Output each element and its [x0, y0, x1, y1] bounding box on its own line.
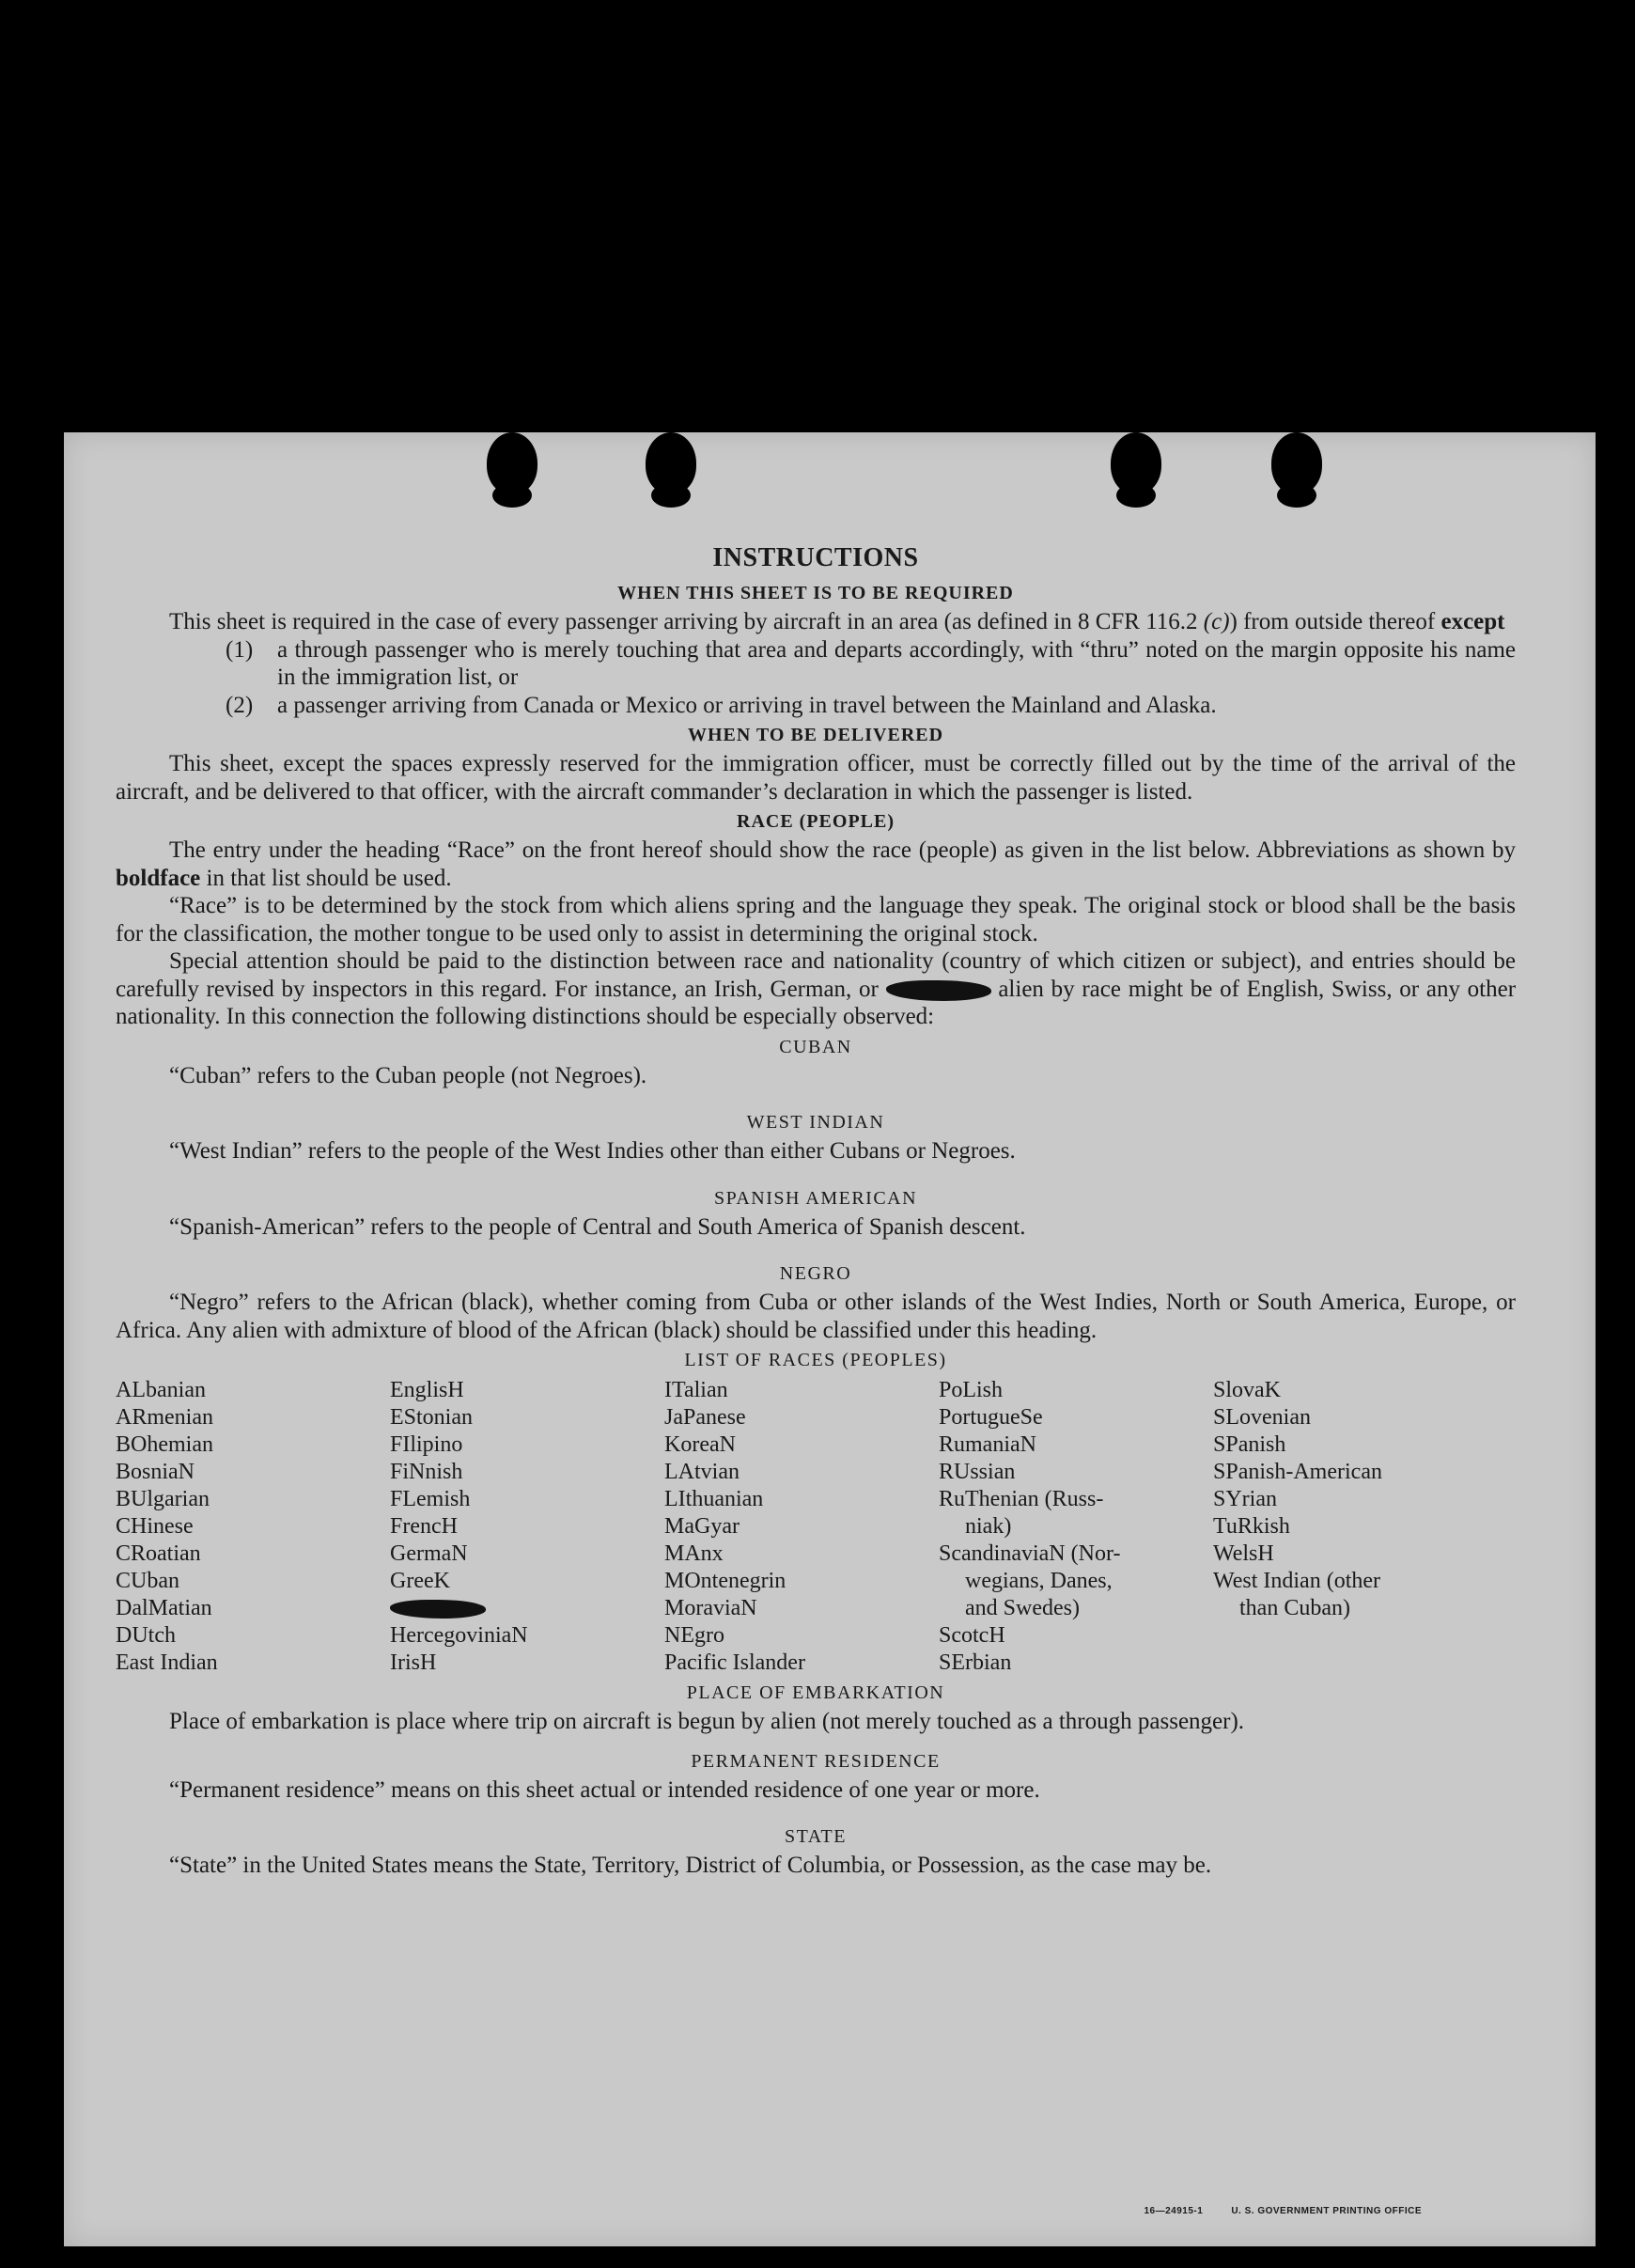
race-entry: DUtch	[116, 1623, 176, 1648]
section-heading: PERMANENT RESIDENCE	[691, 1750, 941, 1772]
race-entry: EStonian	[390, 1405, 473, 1430]
race-entry-continued: and Swedes)	[965, 1596, 1080, 1620]
race-entry: ScotcH	[939, 1623, 1005, 1648]
race-entry: MaGyar	[664, 1514, 740, 1539]
races-column	[390, 1377, 664, 1677]
race-entry: ARmenian	[116, 1405, 213, 1430]
race-entry-continued: than Cuban)	[1239, 1596, 1350, 1620]
section-spanish-american	[116, 1188, 1516, 1242]
race-entry-continued: wegians, Danes,	[965, 1569, 1113, 1593]
races-column	[939, 1377, 1213, 1677]
race-entry: SPanish	[1213, 1432, 1286, 1457]
section-text: This sheet is required in the case of every passenger arriving by aircraft in an area (as defined in 8 CFR 116.2 (c)) from outside thereof except	[169, 609, 1505, 634]
punch-hole	[646, 432, 696, 494]
race-entry: MAnx	[664, 1541, 724, 1566]
race-entry: ScandinaviaN (Nor-	[939, 1541, 1121, 1566]
section-residence	[116, 1751, 1516, 1805]
race-entry: MoraviaN	[664, 1596, 757, 1620]
punch-hole	[487, 432, 537, 494]
section-heading: SPANISH AMERICAN	[713, 1187, 918, 1209]
section-heading: NEGRO	[779, 1263, 852, 1284]
race-entry: CUban	[116, 1569, 179, 1593]
section-text: “West Indian” refers to the people of the West Indies other than either Cubans or Negroes.	[169, 1138, 1016, 1164]
race-entry: FLemish	[390, 1487, 471, 1511]
section-race	[116, 811, 1516, 1031]
races-column	[664, 1377, 939, 1677]
race-entry: ITalian	[664, 1378, 728, 1402]
race-entry: SErbian	[939, 1650, 1012, 1675]
printer-name: U. S. GOVERNMENT PRINTING OFFICE	[1231, 2206, 1422, 2216]
section-text: Place of embarkation is place where trip on aircraft is begun by alien (not merely touched as a through passenger).	[169, 1709, 1245, 1734]
printer-imprint	[1144, 2206, 1422, 2216]
race-entry-obscured	[390, 1595, 664, 1622]
section-text: “Negro” refers to the African (black), whether coming from Cuba or other islands of the West Indies, North or South America, Europe, or Africa. Any alien with admixture of blood of the African (black) should be classified under this heading.	[116, 1290, 1516, 1343]
race-entry: FiNnish	[390, 1460, 463, 1484]
section-text: “Cuban” refers to the Cuban people (not Negroes).	[169, 1062, 647, 1088]
race-entry: PortugueSe	[939, 1405, 1043, 1430]
race-entry: CHinese	[116, 1514, 194, 1539]
race-entry: TuRkish	[1213, 1514, 1290, 1539]
section-delivered	[116, 725, 1516, 806]
race-entry-continued: niak)	[965, 1514, 1012, 1539]
race-entry: WelsH	[1213, 1541, 1274, 1566]
section-text: Special attention should be paid to the distinction between race and nationality (country of which citizen or subject), and entries should be carefully revised by inspectors in this regard. For instance, an Irish, German, or alien by race might be of English, Swiss, or any other nationality. In this connection the following distinctions should be especially observed:	[116, 948, 1517, 1029]
ink-blot	[886, 980, 991, 1001]
section-heading: PLACE OF EMBARKATION	[686, 1682, 945, 1703]
race-entry: East Indian	[116, 1650, 218, 1675]
section-heading: CUBAN	[779, 1036, 852, 1057]
section-heading: STATE	[785, 1826, 847, 1847]
section-text: The entry under the heading “Race” on the front hereof should show the race (people) as given in the list below. Abbreviations as shown by boldface in that list should be used.	[116, 837, 1516, 891]
punch-hole	[1271, 432, 1322, 494]
document-body	[116, 543, 1516, 1885]
race-entry: LIthuanian	[664, 1487, 764, 1511]
race-entry: West Indian (other	[1213, 1569, 1381, 1593]
section-cuban	[116, 1037, 1516, 1090]
race-entry: NEgro	[664, 1623, 724, 1648]
form-number: 16—24915-1	[1144, 2206, 1204, 2216]
race-entry: JaPanese	[664, 1405, 746, 1430]
races-column	[116, 1377, 390, 1677]
section-state	[116, 1826, 1516, 1880]
race-entry: RuThenian (Russ-	[939, 1487, 1104, 1511]
races-list	[116, 1377, 1516, 1677]
race-entry: RumaniaN	[939, 1432, 1036, 1457]
race-entry: EnglisH	[390, 1378, 464, 1402]
section-embarkation	[116, 1682, 1516, 1736]
race-entry: SlovaK	[1213, 1378, 1281, 1402]
race-entry: SLovenian	[1213, 1405, 1311, 1430]
race-entry: MOntenegrin	[664, 1569, 786, 1593]
race-entry: KoreaN	[664, 1432, 736, 1457]
punch-hole	[1111, 432, 1161, 494]
race-entry: ALbanian	[116, 1378, 206, 1402]
section-text: “Race” is to be determined by the stock from which aliens spring and the language they speak. The original stock or blood shall be the basis for the classification, the mother tongue to be used only to assist in determining the original stock.	[116, 893, 1516, 946]
section-heading: WHEN TO BE DELIVERED	[687, 725, 944, 745]
race-entry: IrisH	[390, 1650, 437, 1675]
list-item: (1) a through passenger who is merely touching that area and departs accordingly, with “thru” noted on the margin opposite his name in the immigration list, or	[226, 636, 1516, 690]
race-entry: GermaN	[390, 1541, 468, 1566]
list-of-races-heading: LIST OF RACES (PEOPLES)	[684, 1350, 947, 1370]
ink-blot	[390, 1600, 486, 1619]
race-entry: BosniaN	[116, 1460, 195, 1484]
race-entry: PoLish	[939, 1378, 1004, 1402]
section-west-indian	[116, 1112, 1516, 1165]
race-entry: SYrian	[1213, 1487, 1277, 1511]
list-item: (2) a passenger arriving from Canada or Mexico or arriving in travel between the Mainland and Alaska.	[226, 692, 1217, 718]
section-text: “Spanish-American” refers to the people of Central and South America of Spanish descent.	[169, 1213, 1026, 1240]
race-entry: LAtvian	[664, 1460, 740, 1484]
race-entry: BUlgarian	[116, 1487, 210, 1511]
section-heading: RACE (PEOPLE)	[737, 811, 895, 832]
race-entry: CRoatian	[116, 1541, 201, 1566]
section-text: “State” in the United States means the State, Territory, District of Columbia, or Possession, as the case may be.	[169, 1853, 1212, 1878]
race-entry: FIlipino	[390, 1432, 463, 1457]
section-required	[116, 583, 1516, 719]
section-negro	[116, 1263, 1516, 1344]
race-entry: FrencH	[390, 1514, 458, 1539]
race-entry: GreeK	[390, 1569, 450, 1593]
section-heading: WEST INDIAN	[746, 1112, 885, 1133]
section-heading: WHEN THIS SHEET IS TO BE REQUIRED	[617, 583, 1014, 603]
race-entry: HercegoviniaN	[390, 1623, 528, 1648]
section-text: This sheet, except the spaces expressly reserved for the immigration officer, must be correctly filled out by the time of the arrival of the aircraft, and be delivered to that officer, with the aircraft commander’s declaration in which the passenger is listed.	[116, 751, 1516, 805]
section-text: “Permanent residence” means on this sheet actual or intended residence of one year or more.	[169, 1776, 1040, 1803]
races-column	[1213, 1377, 1487, 1677]
race-entry: Pacific Islander	[664, 1650, 805, 1675]
race-entry: SPanish-American	[1213, 1460, 1382, 1484]
race-entry: RUssian	[939, 1460, 1016, 1484]
instruction-sheet	[64, 432, 1596, 2246]
page-title: INSTRUCTIONS	[712, 543, 919, 572]
race-entry: BOhemian	[116, 1432, 213, 1457]
race-entry: DalMatian	[116, 1596, 212, 1620]
